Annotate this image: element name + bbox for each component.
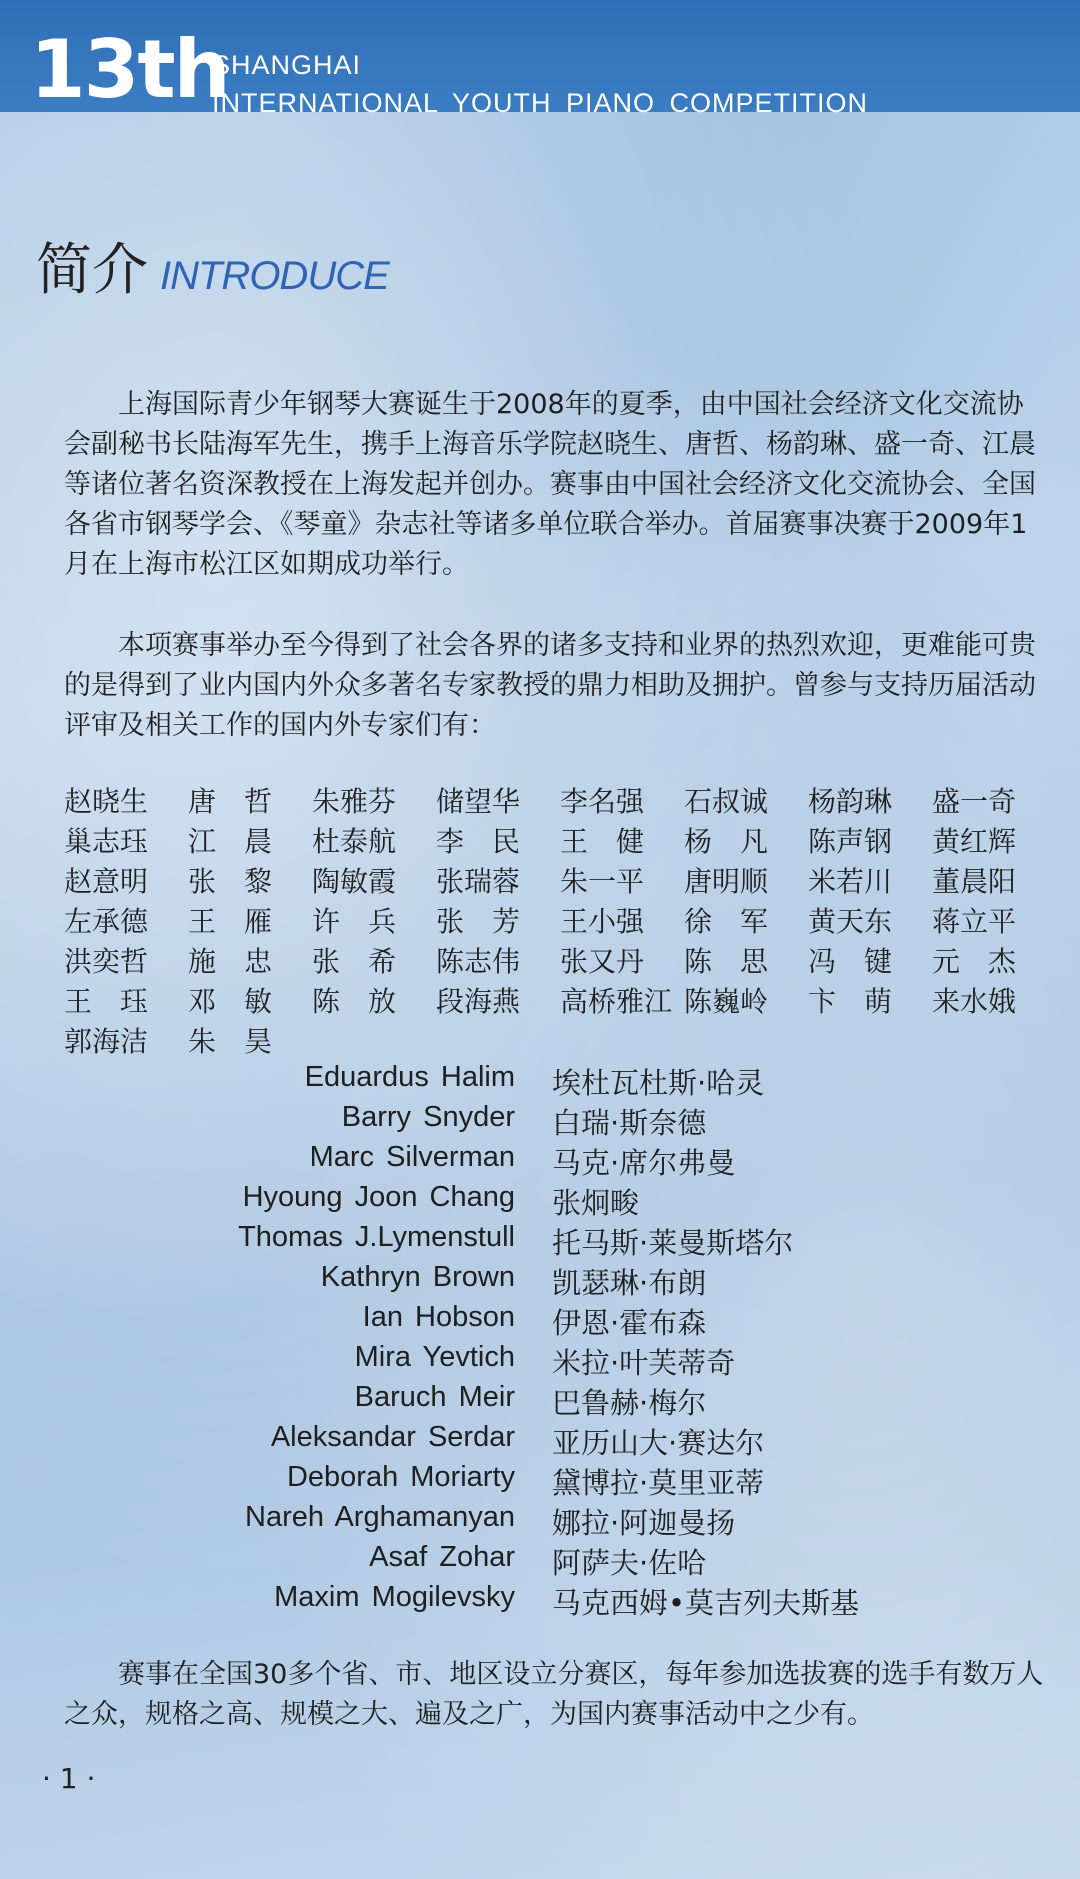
intl-expert-row (0, 1581, 1080, 1621)
expert-name-cn: 李 民 (436, 825, 521, 858)
edition-logo: 13th (30, 23, 229, 116)
intl-expert-name-cn: 亚历山大·赛达尔 (552, 1426, 765, 1460)
intl-expert-name-en: Asaf Zohar (369, 1541, 515, 1573)
intl-expert-name-cn: 张炯畯 (552, 1186, 640, 1220)
expert-name-cn: 施 忠 (188, 945, 273, 978)
intl-expert-name-en: Hyoung Joon Chang (242, 1181, 515, 1213)
expert-name-cn: 张 芳 (436, 905, 521, 938)
intl-expert-row (0, 1261, 1080, 1301)
intl-expert-name-cn: 凯瑟琳·布朗 (552, 1266, 707, 1300)
intro-paragraph-3: 赛事在全国30多个省、市、地区设立分赛区，每年参加选拔赛的选手有数万人之众，规格之高、规模之大、遍及之广，为国内赛事活动中之少有。 (64, 1659, 1044, 1730)
intl-expert-name-en: Deborah Moriarty (286, 1461, 515, 1493)
intl-expert-row (0, 1101, 1080, 1141)
intl-expert-row (0, 1141, 1080, 1181)
expert-name-cn: 李名强 (560, 785, 645, 818)
expert-name-cn: 盛一奇 (932, 785, 1017, 818)
section-title-cn: 简介 (36, 238, 148, 303)
intl-expert-name-en: Marc Silverman (309, 1141, 515, 1173)
intl-expert-name-en: Eduardus Halim (304, 1061, 515, 1093)
expert-name-cn: 朱一平 (560, 865, 645, 898)
expert-name-cn: 董晨阳 (932, 865, 1017, 898)
intl-expert-name-cn: 托马斯·莱曼斯塔尔 (552, 1226, 794, 1260)
intro-paragraph-2: 本项赛事举办至今得到了社会各界的诸多支持和业界的热烈欢迎，更难能可贵的是得到了业内国内外众多著名专家教授的鼎力相助及拥护。曾参与支持历届活动评审及相关工作的国内外专家们有： (64, 630, 1036, 741)
expert-name-cn: 王 珏 (64, 985, 149, 1018)
expert-name-cn: 冯 键 (808, 945, 893, 978)
expert-name-cn: 米若川 (808, 865, 893, 898)
intl-expert-name-cn: 白瑞·斯奈德 (552, 1106, 707, 1140)
expert-name-cn: 卞 萌 (808, 985, 893, 1018)
intl-expert-name-en: Nareh Arghamanyan (245, 1501, 515, 1533)
expert-name-cn: 张又丹 (560, 945, 645, 978)
expert-name-cn: 杜泰航 (312, 825, 397, 858)
intl-expert-name-cn: 马克西姆•莫吉列夫斯基 (552, 1586, 860, 1620)
header-banner (0, 0, 1080, 118)
intl-expert-name-cn: 娜拉·阿迦曼扬 (552, 1506, 736, 1540)
intl-expert-name-en: Kathryn Brown (320, 1261, 515, 1293)
intl-expert-name-cn: 米拉·叶芙蒂奇 (552, 1346, 736, 1380)
expert-name-cn: 蒋立平 (932, 905, 1017, 938)
expert-name-cn: 赵意明 (64, 865, 149, 898)
intl-expert-row (0, 1461, 1080, 1501)
expert-name-cn: 来水娥 (932, 985, 1017, 1018)
intl-expert-row (0, 1341, 1080, 1381)
intl-expert-row (0, 1061, 1080, 1101)
expert-name-cn: 黄天东 (808, 905, 893, 938)
expert-name-cn: 高桥雅江 (560, 985, 673, 1018)
intl-expert-name-cn: 黛博拉·莫里亚蒂 (552, 1466, 765, 1500)
competition-name (212, 46, 868, 122)
intl-expert-row (0, 1221, 1080, 1261)
intl-expert-name-cn: 巴鲁赫·梅尔 (552, 1386, 707, 1420)
expert-name-cn: 张 希 (312, 945, 397, 978)
expert-name-cn: 黄红辉 (932, 825, 1017, 858)
expert-name-cn: 江 晨 (188, 825, 273, 858)
chinese-experts-grid (64, 780, 1056, 1060)
intro-paragraph-1: 上海国际青少年钢琴大赛诞生于2008年的夏季，由中国社会经济文化交流协会副秘书长陆海军先生，携手上海音乐学院赵晓生、唐哲、杨韵琳、盛一奇、江晨等诸位著名资深教授在上海发起并创办。赛事由中国社会经济文化交流协会、全国各省市钢琴学会、《琴童》杂志社等诸多单位联合举办。首届赛事决赛于2009年1月在上海市松江区如期成功举行。 (64, 389, 1036, 580)
expert-name-cn: 陈巍岭 (684, 985, 769, 1018)
expert-name-cn: 陈声钢 (808, 825, 893, 858)
intl-expert-name-en: Barry Snyder (341, 1101, 515, 1133)
expert-name-cn: 陶敏霞 (312, 865, 397, 898)
intl-expert-name-en: Ian Hobson (362, 1301, 515, 1333)
intl-expert-name-cn: 伊恩·霍布森 (552, 1306, 707, 1340)
expert-name-cn: 陈 思 (684, 945, 769, 978)
intl-expert-row (0, 1541, 1080, 1581)
expert-name-cn: 巢志珏 (64, 825, 149, 858)
international-experts-list (0, 1061, 1080, 1621)
competition-city: SHANGHAI (212, 50, 362, 80)
expert-name-cn: 赵晓生 (64, 785, 149, 818)
expert-name-cn: 石叔诚 (684, 785, 769, 818)
expert-name-cn: 储望华 (436, 785, 521, 818)
expert-name-cn: 陈 放 (312, 985, 397, 1018)
expert-name-cn: 左承德 (64, 905, 149, 938)
expert-name-cn: 洪奕哲 (64, 945, 149, 978)
expert-name-cn: 徐 军 (684, 905, 769, 938)
intl-expert-row (0, 1181, 1080, 1221)
page-number: · 1 · (42, 1762, 96, 1795)
expert-name-cn: 元 杰 (932, 945, 1017, 978)
intl-expert-name-en: Thomas J.Lymenstull (238, 1221, 515, 1253)
expert-name-cn: 王 雁 (188, 905, 273, 938)
intl-expert-row (0, 1421, 1080, 1461)
intl-expert-name-en: Baruch Meir (354, 1381, 515, 1413)
expert-name-cn: 郭海洁 (64, 1025, 149, 1058)
section-heading (36, 226, 389, 306)
expert-name-cn: 朱 昊 (188, 1025, 273, 1058)
expert-name-cn: 张瑞蓉 (436, 865, 521, 898)
expert-name-cn: 唐 哲 (188, 785, 273, 818)
expert-name-cn: 陈志伟 (436, 945, 521, 978)
intl-expert-row (0, 1301, 1080, 1341)
expert-name-cn: 杨 凡 (684, 825, 769, 858)
competition-title: INTERNATIONAL YOUTH PIANO COMPETITION (212, 88, 869, 118)
intl-expert-name-cn: 埃杜瓦杜斯·哈灵 (552, 1066, 765, 1100)
intl-expert-name-cn: 马克·席尔弗曼 (552, 1146, 736, 1180)
intl-expert-name-en: Mira Yevtich (354, 1341, 515, 1373)
expert-name-cn: 王小强 (560, 905, 645, 938)
intl-expert-name-en: Maxim Mogilevsky (274, 1581, 515, 1613)
intl-expert-row (0, 1381, 1080, 1421)
intl-expert-name-cn: 阿萨夫·佐哈 (552, 1546, 707, 1580)
expert-name-cn: 张 黎 (188, 865, 273, 898)
intl-expert-name-en: Aleksandar Serdar (270, 1421, 515, 1453)
expert-name-cn: 唐明顺 (684, 865, 769, 898)
expert-name-cn: 王 健 (560, 825, 645, 858)
intl-expert-row (0, 1501, 1080, 1541)
expert-name-cn: 朱雅芬 (312, 785, 397, 818)
expert-name-cn: 杨韵琳 (808, 785, 893, 818)
expert-name-cn: 段海燕 (436, 985, 521, 1018)
expert-name-cn: 邓 敏 (188, 985, 273, 1018)
expert-name-cn: 许 兵 (312, 905, 397, 938)
section-title-en: INTRODUCE (160, 254, 389, 298)
